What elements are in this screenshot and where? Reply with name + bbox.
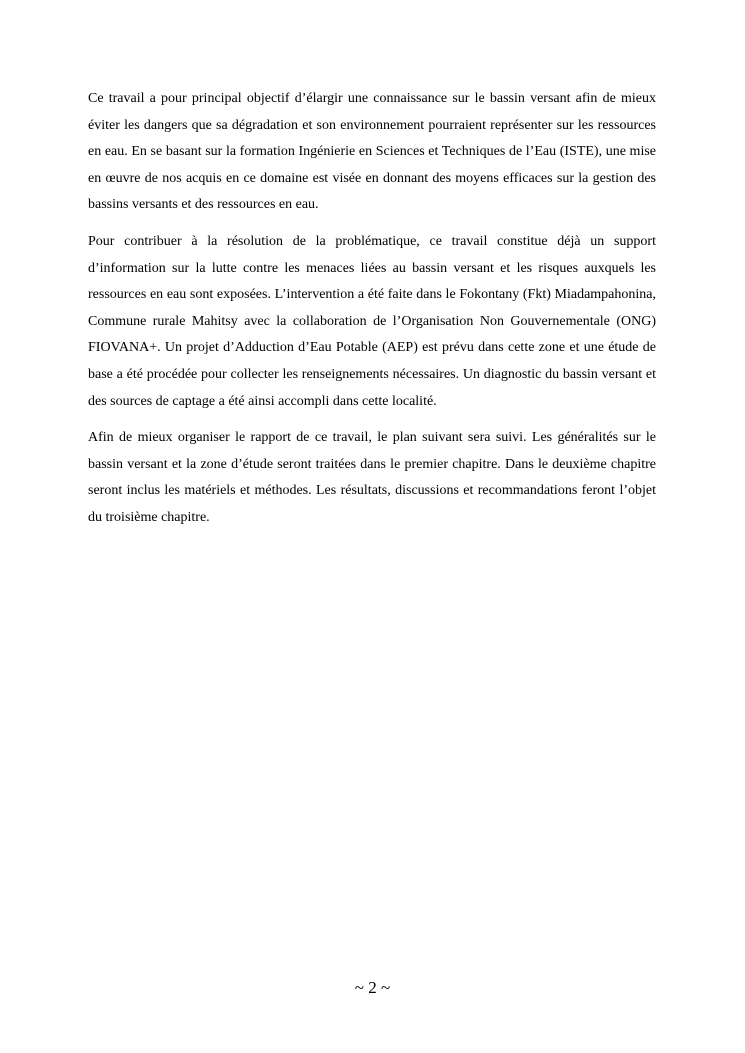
- paragraph-objective: Ce travail a pour principal objectif d’élargir une connaissance sur le bassin versant afin de mieux éviter les dangers que sa dégradation et son environnement pourraient représenter sur les ressources en eau. En se basant sur la formation Ingénierie en Sciences et Techniques de l’Eau (ISTE), une mise en œuvre de nos acquis en ce domaine est visée en donnant des moyens efficaces sur la gestion des bassins versants et des ressources en eau.: [88, 91, 656, 213]
- paragraph-context: Pour contribuer à la résolution de la problématique, ce travail constitue déjà un support d’information sur la lutte contre les menaces liées au bassin versant et les risques auxquels les ressources en eau sont exposées. L’intervention a été faite dans le Fokontany (Fkt) Miadampahonina, Commune rurale Mahitsy avec la collaboration de l’Organisation Non Gouvernementale (ONG) FIOVANA+. Un projet d’Adduction d’Eau Potable (AEP) est prévu dans cette zone et une étude de base a été procédée pour collecter les renseignements nécessaires. Un diagnostic du bassin versant et des sources de captage a été ainsi accompli dans cette localité.: [88, 233, 656, 409]
- page-number: ~ 2 ~: [354, 978, 391, 997]
- paragraph-plan: Afin de mieux organiser le rapport de ce travail, le plan suivant sera suivi. Les généralités sur le bassin versant et la zone d’étude seront traitées dans le premier chapitre. Dans le deuxième chapitre seront inclus les matériels et méthodes. Les résultats, discussions et recommandations feront l’objet du troisième chapitre.: [88, 430, 656, 525]
- body-text: [88, 86, 656, 542]
